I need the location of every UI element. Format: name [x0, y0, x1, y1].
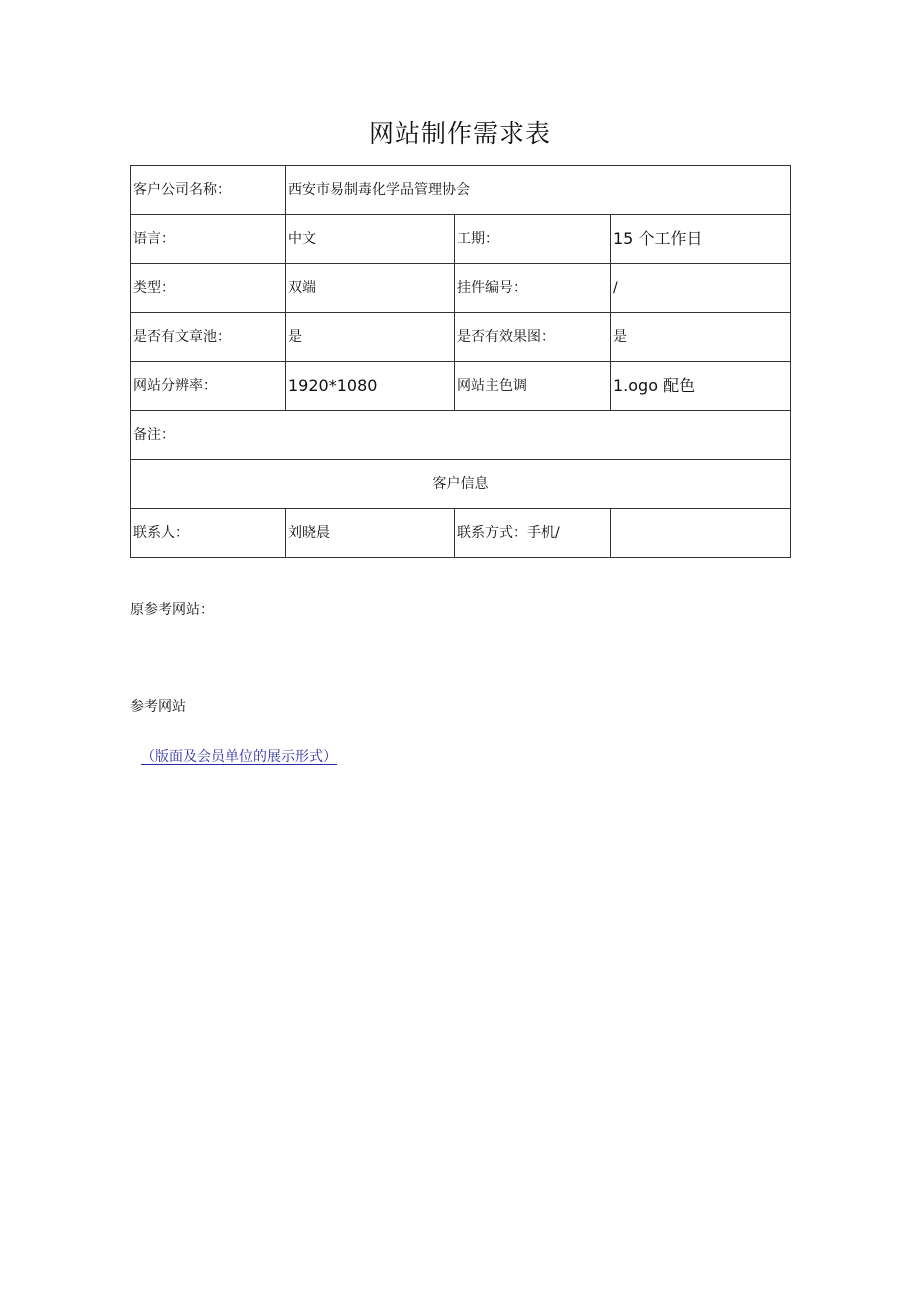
- mockup-label: 是否有效果图：: [455, 313, 611, 362]
- main-color-value: 1.ogo 配色: [611, 362, 791, 411]
- schedule-value: 15 个工作日: [611, 215, 791, 264]
- contact-method-value: [611, 509, 791, 558]
- article-pool-label: 是否有文章池：: [131, 313, 286, 362]
- table-row: [131, 411, 791, 460]
- resolution-value: 1920*1080: [286, 362, 455, 411]
- table-row: [131, 264, 791, 313]
- schedule-label: 工期：: [455, 215, 611, 264]
- type-label: 类型：: [131, 264, 286, 313]
- reference-site-link[interactable]: （版面及会员单位的展示形式）: [141, 749, 337, 765]
- main-color-label: 网站主色调: [455, 362, 611, 411]
- original-reference-label: 原参考网站：: [130, 602, 214, 618]
- table-row: [131, 215, 791, 264]
- contact-person-value: 刘晓晨: [286, 509, 455, 558]
- company-name-label: 客户公司名称：: [131, 166, 286, 215]
- table-row: [131, 313, 791, 362]
- contact-method-label: 联系方式：手机/: [455, 509, 611, 558]
- table-row: [131, 509, 791, 558]
- language-value: 中文: [286, 215, 455, 264]
- widget-number-label: 挂件编号：: [455, 264, 611, 313]
- customer-info-header: 客户信息: [131, 460, 791, 509]
- contact-person-label: 联系人：: [131, 509, 286, 558]
- widget-number-value: /: [611, 264, 791, 313]
- table-row: [131, 362, 791, 411]
- page-title: 网站制作需求表: [368, 119, 551, 148]
- language-label: 语言：: [131, 215, 286, 264]
- type-value: 双端: [286, 264, 455, 313]
- table-row: [131, 460, 791, 509]
- remarks-label: 备注：: [131, 411, 791, 460]
- company-name-value: 西安市易制毒化学品管理协会: [286, 166, 791, 215]
- requirements-table: [130, 165, 791, 558]
- resolution-label: 网站分辨率：: [131, 362, 286, 411]
- mockup-value: 是: [611, 313, 791, 362]
- table-row: [131, 166, 791, 215]
- reference-site-label: 参考网站: [130, 699, 186, 715]
- article-pool-value: 是: [286, 313, 455, 362]
